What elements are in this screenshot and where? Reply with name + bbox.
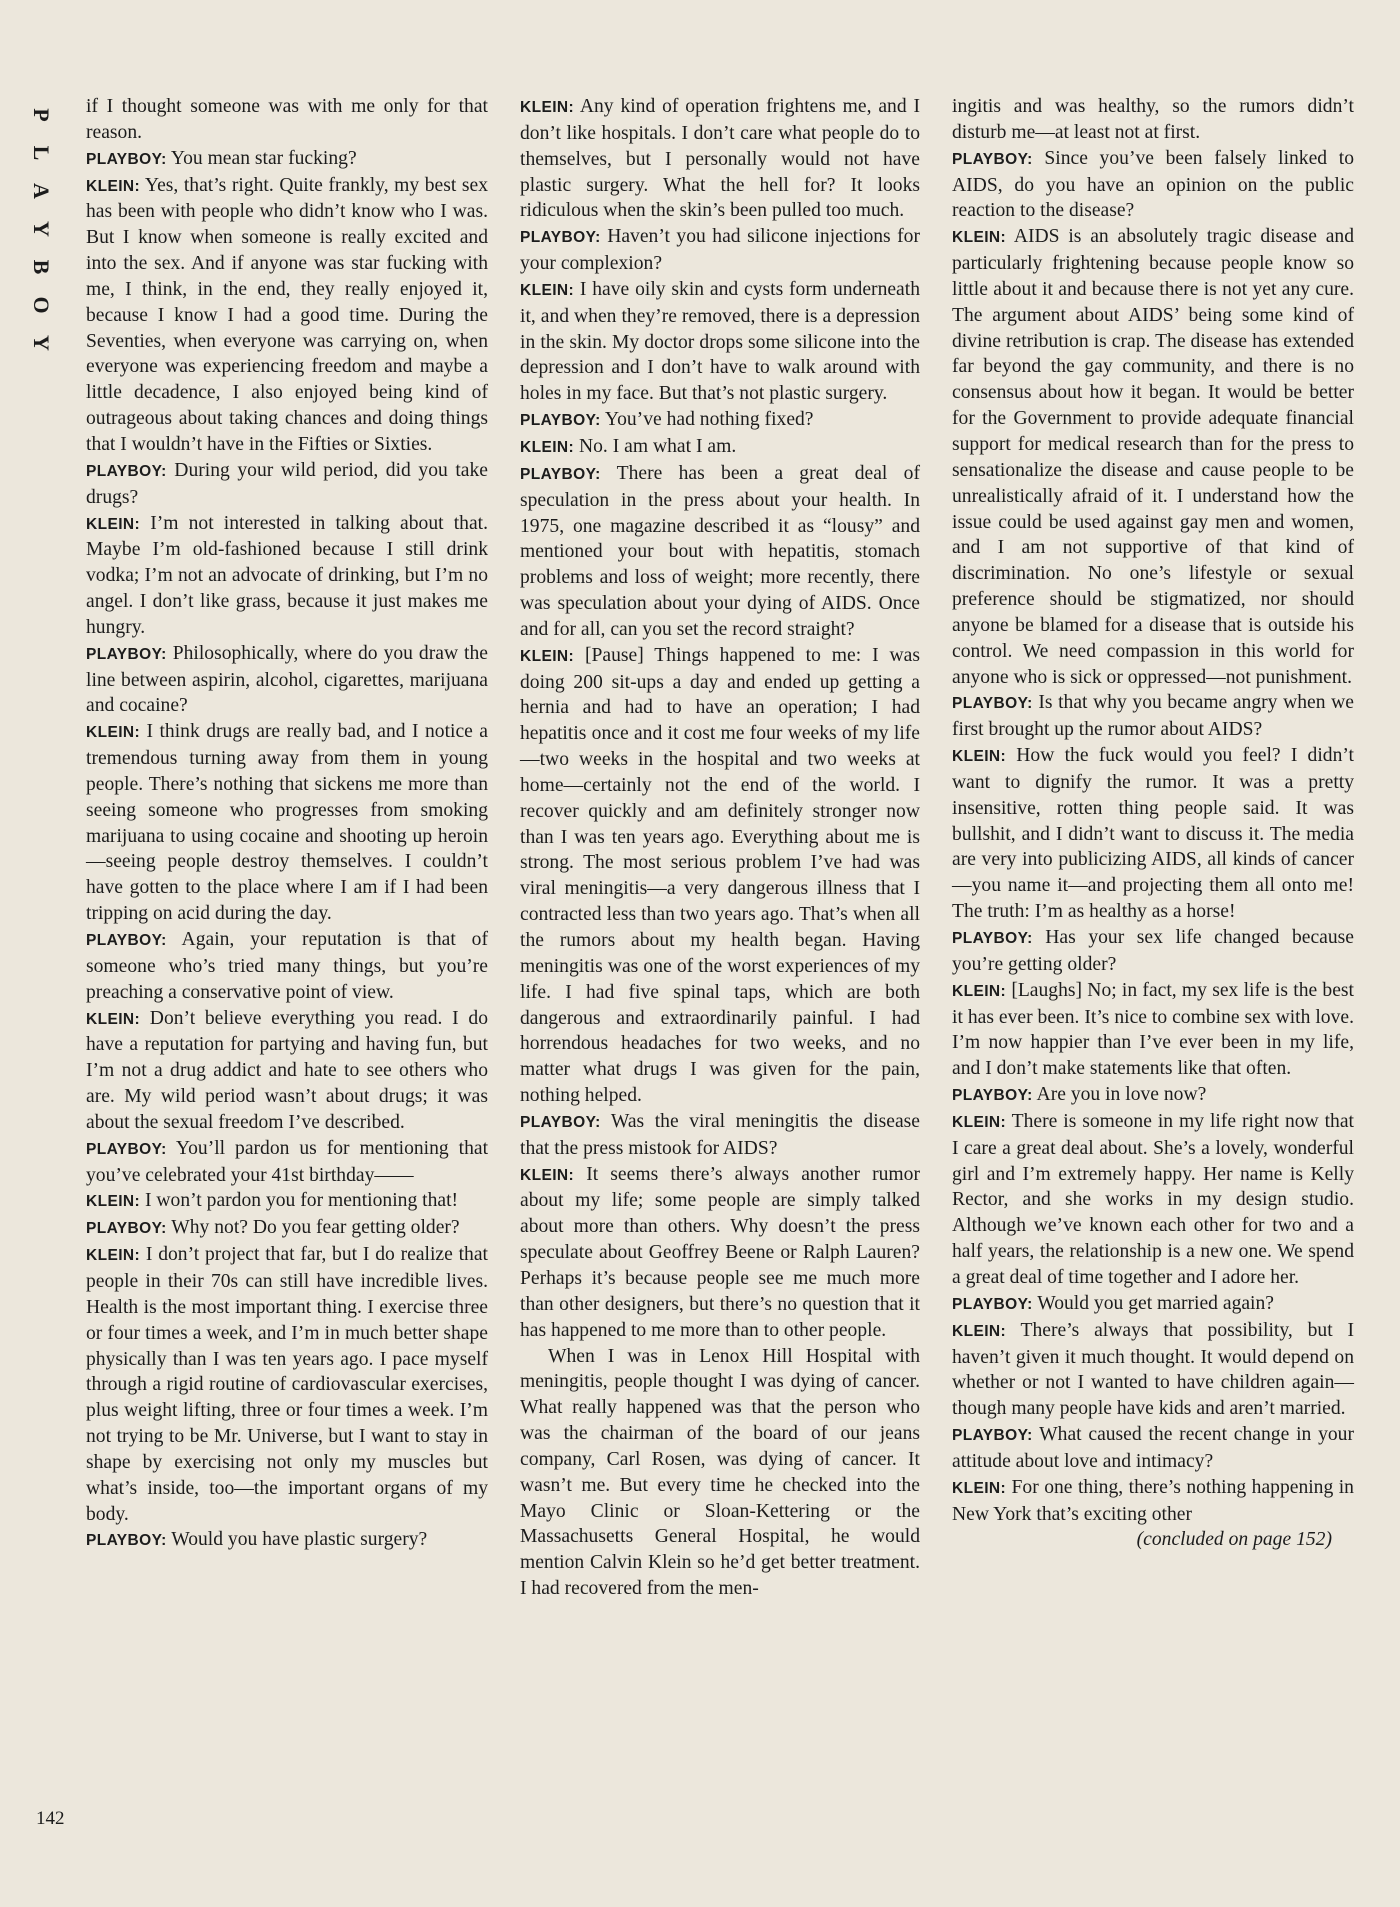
speaker-label: PLAYBOY:: [520, 229, 601, 247]
paragraph-text: You mean star fucking?: [170, 147, 357, 169]
speaker-label: PLAYBOY:: [86, 1140, 167, 1158]
speaker-label: KLEIN:: [952, 748, 1007, 766]
interview-paragraph: [520, 1344, 920, 1602]
speaker-label: KLEIN:: [952, 982, 1007, 1000]
continuation-note: (concluded on page 152): [1136, 1529, 1332, 1551]
interview-paragraph: [952, 1291, 1354, 1318]
speaker-label: KLEIN:: [86, 1193, 141, 1211]
interview-paragraph: [952, 94, 1354, 146]
speaker-label: PLAYBOY:: [952, 695, 1033, 713]
interview-paragraph: [520, 224, 920, 277]
interview-paragraph: [952, 224, 1354, 690]
interview-paragraph: [86, 1527, 488, 1554]
speaker-label: PLAYBOY:: [520, 465, 601, 483]
interview-paragraph: [86, 511, 488, 641]
spine-letter: P: [29, 108, 54, 122]
interview-paragraph: [86, 173, 488, 458]
paragraph-text: No. I am what I am.: [578, 435, 737, 457]
speaker-label: PLAYBOY:: [520, 1113, 601, 1131]
speaker-label: KLEIN:: [86, 1247, 141, 1265]
spine-letter: L: [29, 145, 54, 161]
magazine-spine-title: [30, 96, 52, 362]
speaker-label: KLEIN:: [86, 1010, 141, 1028]
interview-paragraph: [86, 1215, 488, 1242]
paragraph-text: There is someone in my life right now that I care a great deal about. She’s a lovely, wonderful girl and I’m extremely happy. Her name is Kelly Rector, and she works in my design studio. Although we’ve known each other for two and a half years, the relationship is a new one. We spend a great deal of time together and I adore her.: [952, 1110, 1354, 1288]
paragraph-text: Haven’t you had silicone injections for your complexion?: [520, 226, 920, 275]
paragraph-text: You’ll pardon us for mentioning that you’ve celebrated your 41st birthday——: [86, 1137, 489, 1186]
speaker-label: KLEIN:: [520, 281, 575, 299]
paragraph-text: You’ve had nothing fixed?: [604, 409, 814, 431]
page-number: 142: [36, 1808, 65, 1829]
paragraph-text: Is that why you became angry when we first brought up the rumor about AIDS?: [952, 692, 1354, 741]
speaker-label: KLEIN:: [520, 99, 575, 116]
paragraph-text: There’s always that possibility, but I haven’t given it much thought. It would depend on whether or not I wanted to have children again—though many people have kids and aren’t married.: [952, 1319, 1354, 1420]
paragraph-text: Philosophically, where do you draw the line between aspirin, alcohol, cigarettes, marijuana and cocaine?: [86, 642, 488, 717]
spine-letter: O: [29, 296, 54, 314]
paragraph-text: How the fuck would you feel? I didn’t want to dignify the rumor. It was a pretty insensitive, rotten thing people said. It was bullshit, and I didn’t want to discuss it. The media are very into publicizing AIDS, all kinds of cancer—you name it—and projecting them all onto me! The truth: I’m as healthy as a horse!: [952, 745, 1355, 923]
paragraph-text: Why not? Do you fear getting older?: [171, 1217, 460, 1239]
text-column-3: [952, 94, 1354, 1553]
paragraph-text: I’m not interested in talking about that. Maybe I’m old-fashioned because I still drink vodka; I’m not an advocate of drinking, but I’m no angel. I don’t like grass, because it just makes me hungry.: [86, 512, 488, 638]
paragraph-text: Again, your reputation is that of someone who’s tried many things, but you’re preaching a conservative point of view.: [86, 929, 488, 1003]
interview-paragraph: [520, 277, 920, 407]
speaker-label: PLAYBOY:: [86, 1220, 167, 1238]
paragraph-text: Any kind of operation frightens me, and I don’t like hospitals. I don’t care what people do to themselves, but I personally would not have plastic surgery. What the hell for? It looks ridiculous when the skin’s been pulled too much.: [520, 96, 920, 222]
paragraph-text: [Laughs] No; in fact, my sex life is the best it has ever been. It’s nice to combine sex with love. I’m now happier than I’ve ever been in my life, and I don’t make statements like that often.: [952, 979, 1354, 1080]
interview-paragraph: [520, 643, 920, 1109]
interview-paragraph: [952, 743, 1354, 925]
text-column-1: [86, 94, 488, 1554]
interview-paragraph: [86, 927, 488, 1006]
interview-paragraph: [952, 146, 1354, 225]
speaker-label: KLEIN:: [86, 515, 141, 533]
paragraph-text: Would you get married again?: [1037, 1292, 1274, 1314]
paragraph-text: I have oily skin and cysts form underneath it, and when they’re removed, there is a depression in the skin. My doctor drops some silicone into the depression and I don’t have to walk around with holes in my face. But that’s not plastic surgery.: [520, 278, 920, 405]
speaker-label: KLEIN:: [952, 1479, 1007, 1497]
paragraph-text: For one thing, there’s nothing happening in New York that’s exciting other: [952, 1476, 1354, 1525]
interview-paragraph: [520, 1109, 920, 1162]
interview-paragraph: [520, 407, 920, 434]
speaker-label: PLAYBOY:: [952, 1427, 1033, 1445]
paragraph-text: There has been a great deal of speculation in the press about your health. In 1975, one magazine described it as “lousy” and mentioned your bout with hepatitis, stomach problems and loss of weight; more recently, there was speculation about your dying of AIDS. Once and for all, can you set the record straight?: [520, 462, 920, 640]
speaker-label: PLAYBOY:: [520, 412, 601, 430]
paragraph-text: What caused the recent change in your attitude about love and intimacy?: [952, 1424, 1355, 1472]
paragraph-text: AIDS is an absolutely tragic disease and particularly frightening because people know so little about it and because there is not yet any cure. The argument about AIDS’ being some kind of divine retribution is crap. The disease has extended far beyond the gay community, and there is no consensus about how it began. It would be better for the Government to provide adequate financial support for medical research than for the press to sensationalize the disease and cause people to be unrealistically afraid of it. I understand how the issue could be used against gay men and women, and I am not supportive of that kind of discrimination. No one’s lifestyle or sexual preference should be stigmatized, nor should anyone be blamed for a disease that is outside his control. We need compassion in this world for anyone who is sick or oppressed—not punishment.: [952, 226, 1355, 688]
interview-paragraph: [520, 461, 920, 643]
interview-paragraph: [86, 94, 488, 146]
paragraph-text: [Pause] Things happened to me: I was doing 200 sit-ups a day and ended up getting a hernia and had to have an operation; I had hepatitis once and it cost me four weeks of my life—two weeks in the hospital and two weeks at home—certainly not the end of the world. I recover quickly and am definitely stronger now than I was ten years ago. Everything about me is strong. The most serious problem I’ve had was viral meningitis—a very dangerous illness that I contracted less than two years ago. That’s when all the rumors about my health began. Having meningitis was one of the worst experiences of my life. I had five spinal taps, which are both dangerous and extraordinarily painful. I had horrendous headaches for two weeks, and no matter what drugs I was given for the pain, nothing helped.: [520, 644, 920, 1107]
interview-paragraph: [952, 1422, 1354, 1475]
spine-letter: B: [29, 259, 54, 275]
interview-paragraph: [86, 146, 488, 173]
paragraph-text: Since you’ve been falsely linked to AIDS, do you have an opinion on the public reaction to the disease?: [952, 147, 1354, 222]
speaker-label: PLAYBOY:: [86, 1532, 167, 1550]
interview-paragraph: [952, 978, 1354, 1082]
interview-paragraph: [86, 719, 488, 927]
paragraph-text: During your wild period, did you take drugs?: [86, 459, 488, 508]
paragraph-text: Are you in love now?: [1036, 1084, 1207, 1106]
interview-paragraph: [520, 434, 920, 461]
paragraph-text: Don’t believe everything you read. I do have a reputation for partying and having fun, but I’m not a drug addict and hate to see others who are. My wild period wasn’t about drugs; it was about the sexual freedom I’ve described.: [86, 1007, 488, 1133]
paragraph-text: I don’t project that far, but I do realize that people in their 70s can still have incredible lives. Health is the most important thing. I exercise three or four times a week, and I’m in much better shape physically than I was ten years ago. I pace myself through a rigid routine of cardiovascular exercises, plus weight lifting, three or four times a week. I’m not trying to be Mr. Universe, but I want to stay in shape by exercising not only my muscles but what’s inside, too—the important organs of my body.: [86, 1244, 488, 1525]
paragraph-text: Has your sex life changed because you’re getting older?: [952, 927, 1354, 975]
paragraph-text: if I thought someone was with me only for that reason.: [86, 96, 488, 143]
speaker-label: KLEIN:: [86, 724, 141, 742]
interview-paragraph: [520, 94, 920, 224]
paragraph-text: When I was in Lenox Hill Hospital with meningitis, people thought I was dying of cancer. What really happened was that the person who was the chairman of the board of our jeans company, Carl Rosen, was dying of cancer. It wasn’t me. But every time he checked into the Mayo Clinic or Sloan-Kettering or the Massachusetts General Hospital, he would mention Calvin Klein so he’d get better treatment. I had recovered from the men-: [520, 1345, 920, 1600]
speaker-label: PLAYBOY:: [86, 645, 167, 663]
paragraph-text: I think drugs are really bad, and I notice a tremendous turning away from them in young people. There’s nothing that sickens me more than seeing someone who progresses from smoking marijuana to using cocaine and shooting up heroin—seeing people destroy themselves. I couldn’t have gotten to the place where I am if I had been tripping on acid during the day.: [86, 721, 488, 925]
interview-paragraph: [86, 1242, 488, 1527]
speaker-label: KLEIN:: [952, 1322, 1007, 1340]
interview-paragraph: [86, 1188, 488, 1215]
paragraph-text: I won’t pardon you for mentioning that!: [144, 1190, 459, 1212]
speaker-label: KLEIN:: [520, 647, 575, 665]
speaker-label: KLEIN:: [520, 1166, 575, 1184]
paragraph-text: Was the viral meningitis the disease that the press mistook for AIDS?: [520, 1110, 921, 1159]
speaker-label: PLAYBOY:: [952, 1087, 1033, 1105]
speaker-label: KLEIN:: [952, 229, 1007, 247]
speaker-label: PLAYBOY:: [86, 932, 167, 949]
paragraph-text: ingitis and was healthy, so the rumors didn’t disturb me—at least not at first.: [952, 96, 1354, 143]
paragraph-text: It seems there’s always another rumor about my life; some people are simply talked about more than others. Why doesn’t the press speculate about Geoffrey Beene or Ralph Lauren? Perhaps it’s because people see me much more than other designers, but there’s no question that it has happened to me more than to other people.: [520, 1163, 920, 1341]
interview-paragraph: [86, 458, 488, 511]
interview-paragraph: [520, 1162, 920, 1344]
speaker-label: PLAYBOY:: [952, 150, 1033, 168]
speaker-label: PLAYBOY:: [86, 462, 167, 480]
interview-paragraph: [952, 1082, 1354, 1109]
interview-paragraph: [952, 1318, 1354, 1422]
spine-letter: A: [29, 183, 54, 199]
speaker-label: KLEIN:: [86, 177, 141, 195]
speaker-label: PLAYBOY:: [952, 1295, 1033, 1313]
interview-paragraph: [952, 925, 1354, 978]
speaker-label: KLEIN:: [520, 438, 575, 456]
interview-paragraph: [952, 690, 1354, 743]
speaker-label: PLAYBOY:: [86, 150, 167, 168]
interview-paragraph: [86, 641, 488, 720]
speaker-label: PLAYBOY:: [952, 930, 1033, 947]
interview-paragraph: [952, 1109, 1354, 1291]
spine-letter: Y: [29, 335, 54, 351]
speaker-label: KLEIN:: [952, 1113, 1007, 1131]
spine-letter: Y: [29, 221, 54, 237]
paragraph-text: Would you have plastic surgery?: [171, 1529, 428, 1551]
text-column-2: [520, 94, 920, 1602]
interview-paragraph: [86, 1006, 488, 1136]
interview-paragraph: [952, 1475, 1354, 1528]
paragraph-text: Yes, that’s right. Quite frankly, my best sex has been with people who didn’t know who I was. But I know when someone is really excited and into the sex. And if anyone was star fucking with me, I think, in the end, they really enjoyed it, because I know I had a good time. During the Seventies, when everyone was carrying on, when everyone was experiencing freedom and maybe a little decadence, I also enjoyed being kind of outrageous about taking chances and doing things that I wouldn’t have in the Fifties or Sixties.: [86, 174, 488, 455]
interview-paragraph: [86, 1136, 488, 1189]
